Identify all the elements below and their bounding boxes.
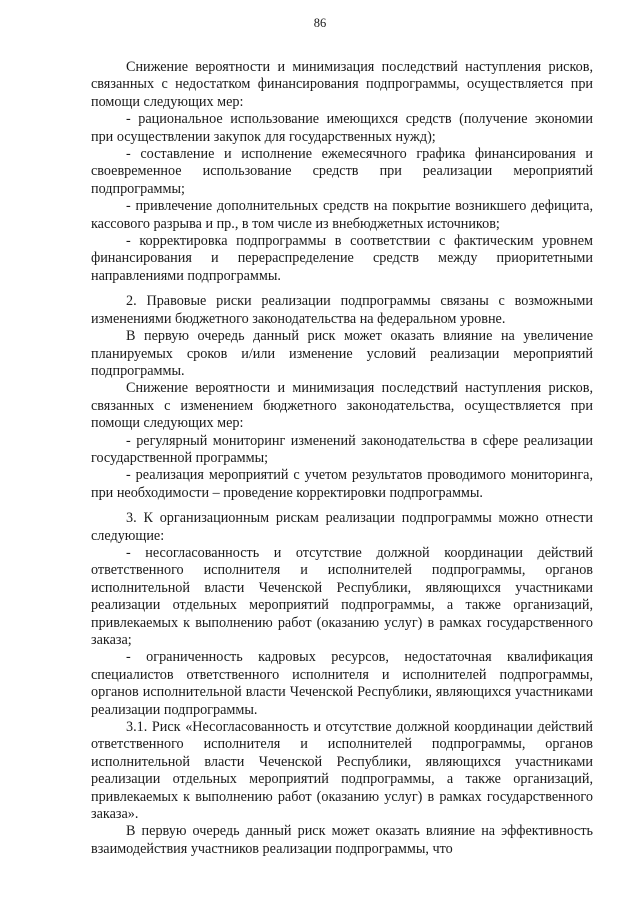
list-item: - рациональное использование имеющихся средств (получение экономии при осуществлении закупок для государственных нужд); (91, 111, 593, 145)
list-item: - корректировка подпрограммы в соответствии с фактическим уровнем финансирования и перераспределение средств между приоритетными направлениями подпрограммы. (91, 233, 593, 284)
paragraph: Снижение вероятности и минимизация последствий наступления рисков, связанных с изменением бюджетного законодательства, осуществляется при помощи следующих мер: (91, 380, 593, 432)
paragraph: Снижение вероятности и минимизация последствий наступления рисков, связанных с недостатком финансирования подпрограммы, осуществляется при помощи следующих мер: (91, 59, 593, 110)
document-body (91, 59, 593, 858)
list-item: - несогласованность и отсутствие должной координации действий ответственного исполнителя и исполнителей подпрограммы, органов исполнительной власти Чеченской Республики, являющихся участниками реализации отдельных мероприятий подпрограммы, а также организаций, привлекаемых к выполнению работ (оказанию услуг) в рамках государственного заказа; (91, 544, 593, 648)
list-item: - регулярный мониторинг изменений законодательства в сфере реализации государственной программы; (91, 432, 593, 466)
page-number: 86 (313, 16, 327, 30)
list-item: - составление и исполнение ежемесячного графика финансирования и своевременное использование средств при реализации мероприятий подпрограммы; (91, 146, 593, 197)
paragraph: 3. К организационным рискам реализации подпрограммы можно отнести следующие: (91, 510, 593, 544)
list-item: - ограниченность кадровых ресурсов, недостаточная квалификация специалистов ответственного исполнителя и исполнителей подпрограммы, органов исполнительной власти Чеченской Республики, являющихся участниками реализации подпрограммы. (91, 649, 593, 718)
paragraph: В первую очередь данный риск может оказать влияние на увеличение планируемых сроков и/или изменение условий реализации мероприятий подпрограммы. (91, 328, 593, 379)
list-item: - реализация мероприятий с учетом результатов проводимого мониторинга, при необходимости – проведение корректировки подпрограммы. (91, 467, 593, 501)
list-item: - привлечение дополнительных средств на покрытие возникшего дефицита, кассового разрыва и пр., в том числе из внебюджетных источников; (91, 198, 593, 232)
paragraph: 2. Правовые риски реализации подпрограммы связаны с возможными изменениями бюджетного законодательства на федеральном уровне. (91, 293, 593, 327)
paragraph: 3.1. Риск «Несогласованность и отсутствие должной координации действий ответственного исполнителя и исполнителей подпрограммы, органов исполнительной власти Чеченской Республики, являющихся участниками реализации отдельных мероприятий подпрограммы, а также организаций, привлекаемых к выполнению работ (оказанию услуг) в рамках государственного заказа». (91, 719, 593, 823)
paragraph: В первую очередь данный риск может оказать влияние на эффективность взаимодействия участников реализации подпрограммы, что (91, 823, 593, 857)
